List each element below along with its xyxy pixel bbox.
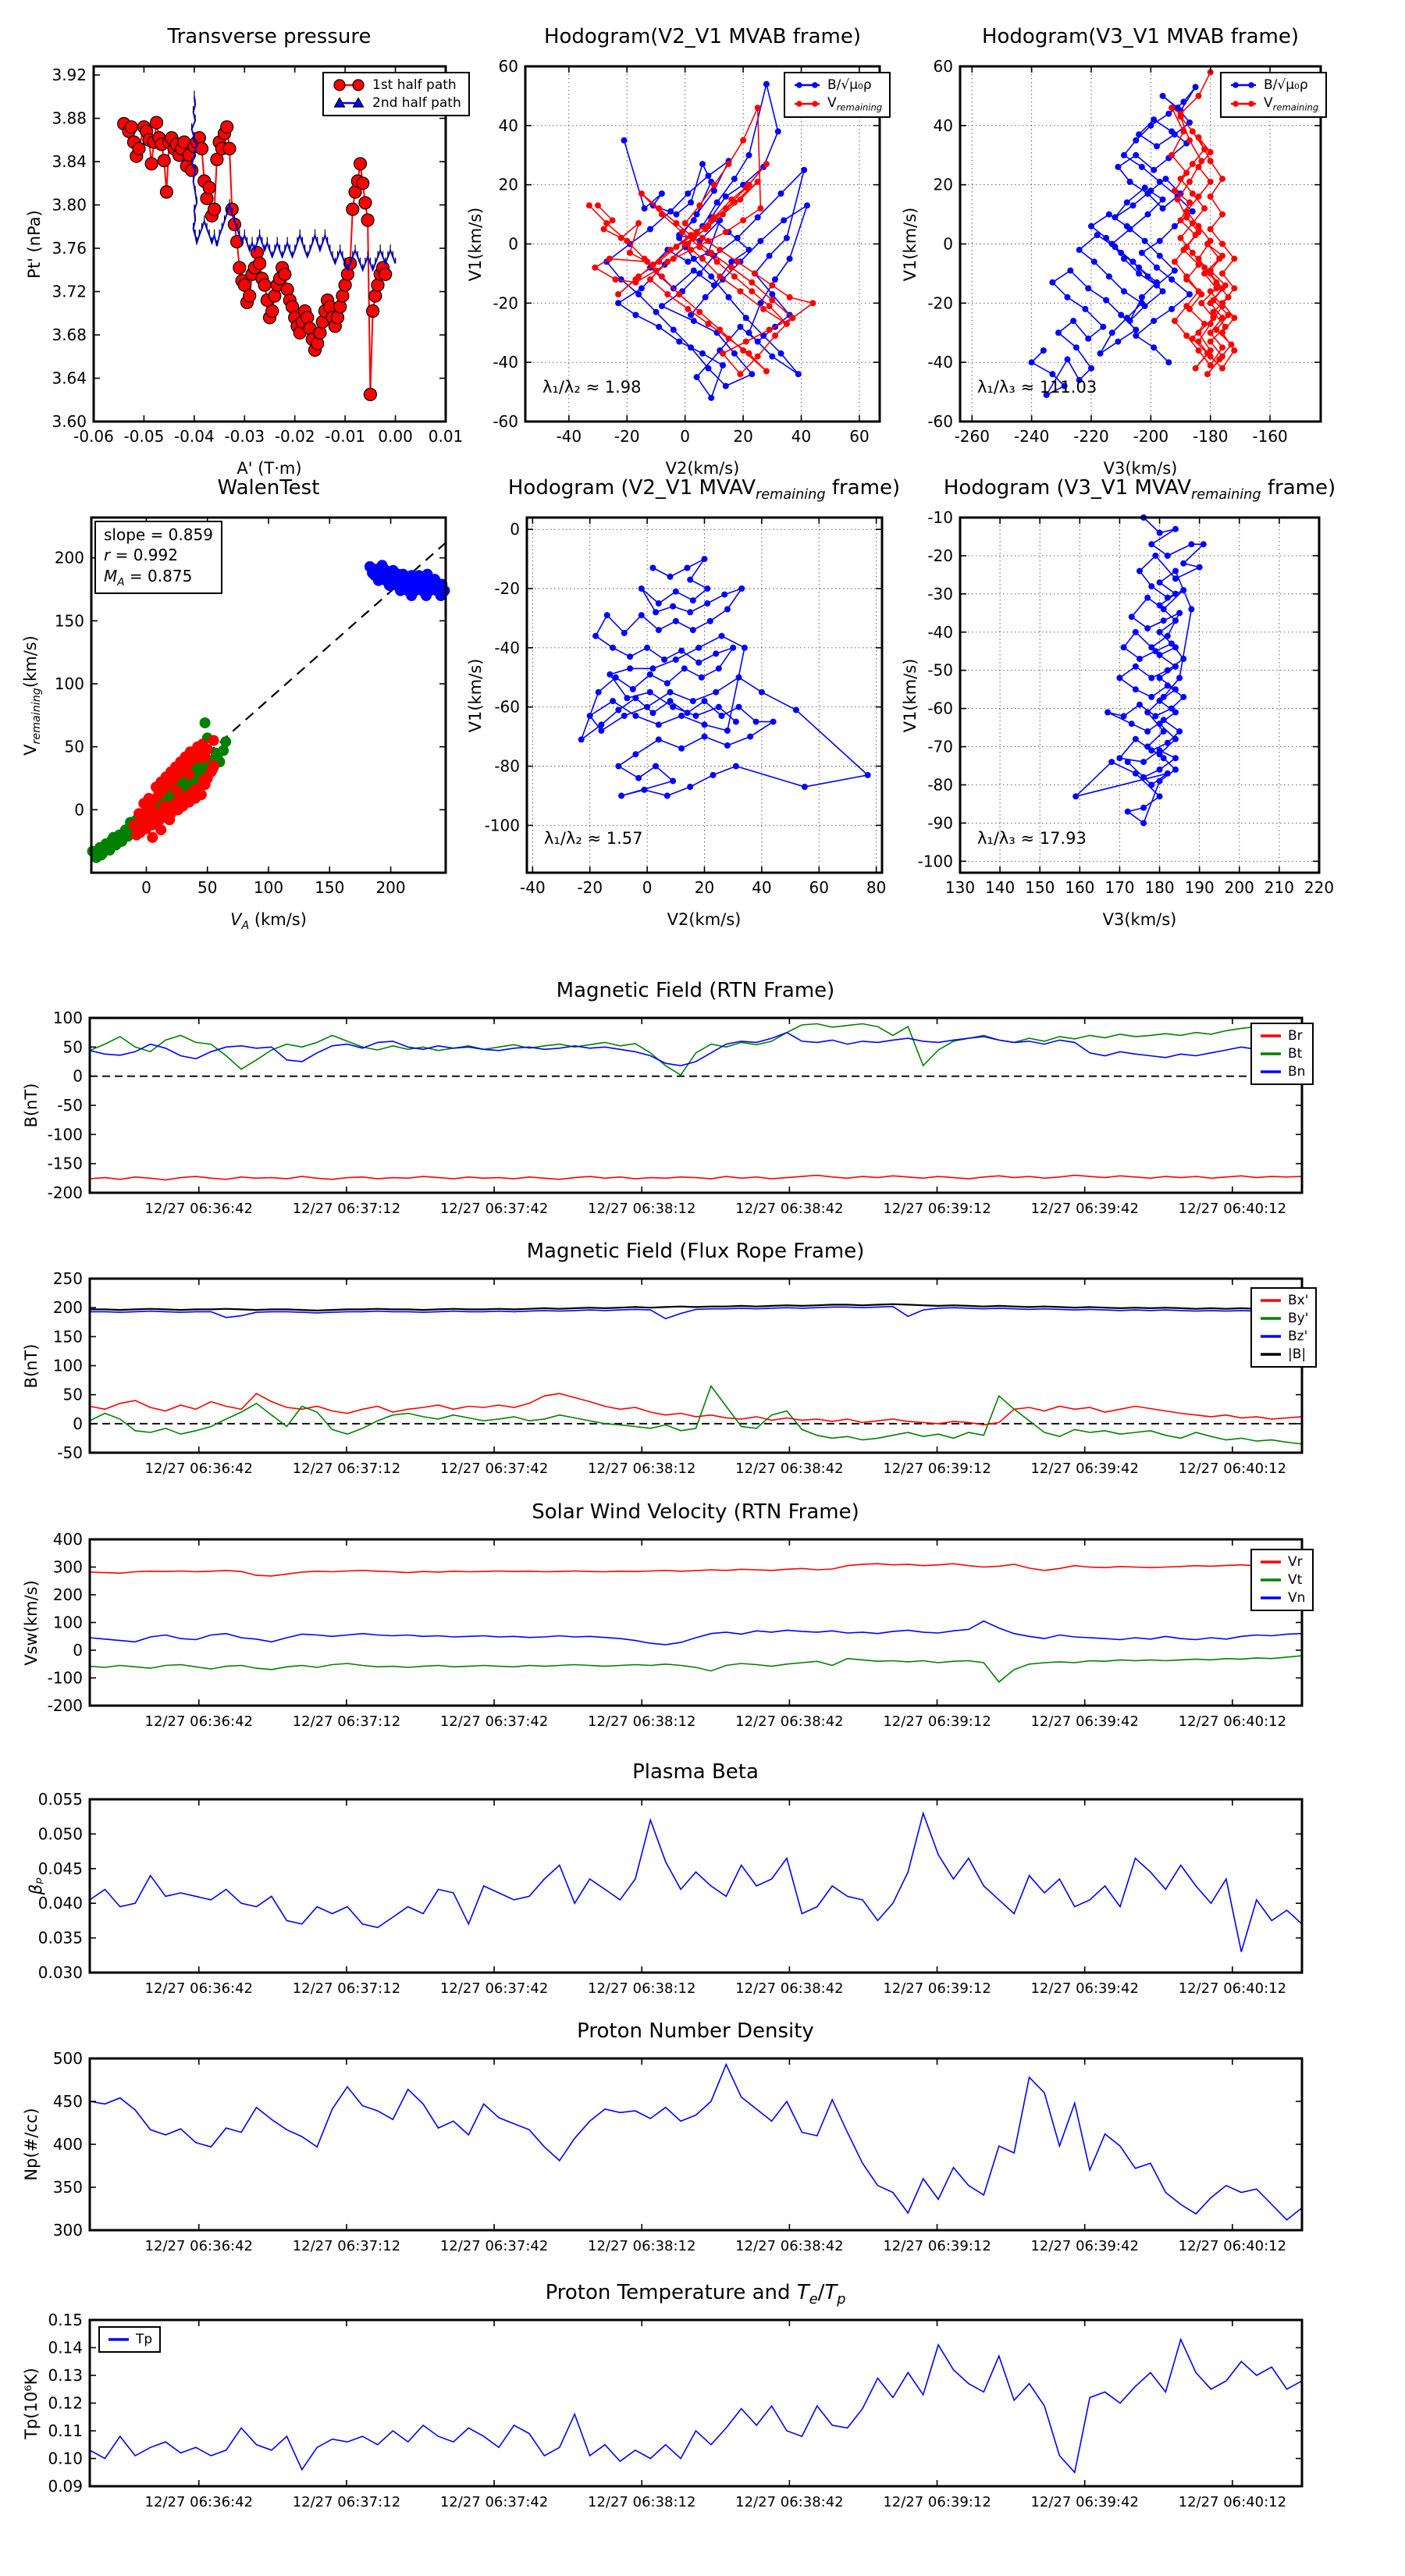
y-tick-label: 0 bbox=[510, 520, 520, 539]
x-tick-label: 12/27 06:36:42 bbox=[144, 1713, 253, 1730]
panel-title: Hodogram(V2_V1 MVAB frame) bbox=[543, 25, 862, 48]
x-tick-label: 12/27 06:37:42 bbox=[439, 1201, 549, 1217]
panel-title: Hodogram (V3_V1 $MVAV_{remaining}$ frame) bbox=[943, 476, 1336, 503]
y-tick-label: 0 bbox=[73, 1641, 83, 1660]
y-tick-label: 40 bbox=[933, 116, 953, 135]
x-tick-label: 12/27 06:37:12 bbox=[292, 1461, 401, 1477]
legend-label: B/√μ₀ρ bbox=[827, 77, 872, 93]
lambda-ratio-annotation: λ₁/λ₂ ≈ 1.57 bbox=[544, 829, 643, 848]
legend-item bbox=[1259, 1046, 1305, 1062]
legend bbox=[1250, 1549, 1314, 1611]
legend-line-swatch bbox=[107, 2335, 130, 2344]
y-tick-label: 0.09 bbox=[48, 2477, 83, 2496]
y-tick-label: 3.88 bbox=[52, 109, 87, 128]
x-tick-label: -0.02 bbox=[274, 427, 315, 446]
x-tick-label: 12/27 06:36:42 bbox=[144, 2494, 253, 2510]
y-tick-label: -60 bbox=[493, 412, 518, 431]
x-tick-label: 12/27 06:37:12 bbox=[292, 2494, 401, 2510]
y-tick-label: 0.12 bbox=[48, 2393, 83, 2413]
y-tick-label: 0.035 bbox=[37, 1928, 83, 1948]
legend-line-swatch bbox=[1259, 1350, 1282, 1359]
legend-dotline-swatch bbox=[1229, 80, 1258, 90]
y-tick-label: 250 bbox=[52, 1269, 83, 1288]
legend-item bbox=[107, 2332, 152, 2347]
y-tick-label: -90 bbox=[927, 813, 953, 833]
legend-item bbox=[1259, 1293, 1308, 1308]
x-tick-label: 12/27 06:39:12 bbox=[883, 1713, 991, 1730]
x-axis-label: V3(km/s) bbox=[1103, 459, 1178, 478]
legend-label: $V_{remaining}$ bbox=[1264, 95, 1319, 113]
x-tick-label: 12/27 06:37:42 bbox=[439, 1461, 549, 1477]
y-tick-label: 200 bbox=[52, 1298, 83, 1318]
x-tick-label: 12/27 06:39:42 bbox=[1030, 1461, 1139, 1477]
x-tick-label: 0 bbox=[680, 427, 691, 446]
legend-item bbox=[1259, 1572, 1305, 1588]
legend-label: Bx' bbox=[1288, 1293, 1309, 1308]
x-tick-label: 20 bbox=[694, 878, 715, 897]
legend-label: B/√μ₀ρ bbox=[1264, 77, 1308, 93]
legend bbox=[1250, 1287, 1317, 1368]
y-tick-label: 150 bbox=[52, 1327, 83, 1347]
x-tick-label: -160 bbox=[1252, 427, 1288, 446]
y-tick-label: -70 bbox=[927, 737, 953, 756]
x-tick-label: -0.01 bbox=[325, 427, 366, 446]
legend bbox=[1220, 72, 1327, 118]
y-tick-label: -20 bbox=[493, 294, 518, 313]
x-tick-label: 12/27 06:38:12 bbox=[588, 1713, 696, 1730]
x-tick-label: -0.04 bbox=[173, 427, 215, 446]
y-tick-label: 300 bbox=[52, 2221, 83, 2240]
y-tick-label: 0.040 bbox=[37, 1894, 83, 1913]
y-tick-label: -60 bbox=[927, 412, 953, 431]
y-tick-label: -10 bbox=[927, 508, 953, 527]
y-tick-label: 60 bbox=[498, 57, 518, 76]
x-tick-label: 12/27 06:39:42 bbox=[1030, 1980, 1139, 1997]
plot-area bbox=[52, 66, 464, 446]
y-tick-label: 0.030 bbox=[37, 1963, 83, 1982]
y-tick-label: 20 bbox=[933, 175, 953, 194]
y-tick-label: -30 bbox=[927, 584, 953, 603]
x-tick-label: 40 bbox=[791, 427, 812, 446]
y-tick-label: 0 bbox=[74, 800, 84, 820]
x-tick-label: 12/27 06:36:42 bbox=[144, 1461, 253, 1477]
x-tick-label: 40 bbox=[752, 878, 772, 897]
y-axis-label: B(nT) bbox=[22, 1083, 41, 1128]
legend-label: Vn bbox=[1288, 1590, 1306, 1606]
plot-area bbox=[493, 57, 883, 446]
y-axis-label: Tp(10⁶K) bbox=[22, 2367, 41, 2439]
x-tick-label: -0.03 bbox=[224, 427, 265, 446]
x-tick-label: -20 bbox=[614, 427, 640, 446]
panel-title: Magnetic Field (RTN Frame) bbox=[556, 979, 835, 1002]
legend-line-swatch bbox=[1259, 1296, 1282, 1305]
y-tick-label: 3.72 bbox=[52, 282, 87, 301]
y-tick-label: -50 bbox=[57, 1443, 83, 1462]
x-tick-label: -200 bbox=[1133, 427, 1169, 446]
y-tick-label: -20 bbox=[494, 579, 520, 598]
x-tick-label: 12/27 06:39:12 bbox=[883, 2238, 991, 2254]
x-tick-label: 100 bbox=[253, 878, 284, 897]
legend-dotline-swatch bbox=[792, 99, 822, 109]
y-tick-label: 200 bbox=[52, 1585, 83, 1604]
y-tick-label: -200 bbox=[47, 1696, 83, 1715]
legend-line-swatch bbox=[1259, 1031, 1282, 1041]
x-tick-label: 0.01 bbox=[428, 427, 464, 446]
walen-stat-line: $M_A = 0.875$ bbox=[104, 566, 193, 589]
x-tick-label: 12/27 06:37:12 bbox=[292, 2238, 401, 2254]
y-tick-label: 0.15 bbox=[48, 2311, 83, 2329]
panel-title: Solar Wind Velocity (RTN Frame) bbox=[532, 1500, 859, 1524]
y-tick-label: -100 bbox=[917, 852, 953, 871]
x-tick-label: 12/27 06:38:12 bbox=[588, 1201, 696, 1217]
x-tick-label: 0 bbox=[642, 878, 653, 897]
legend-circle-swatch bbox=[331, 79, 367, 91]
legend-label: Vt bbox=[1288, 1572, 1303, 1588]
legend-item bbox=[792, 95, 882, 112]
y-tick-label: 3.60 bbox=[52, 412, 87, 431]
x-tick-label: 0 bbox=[141, 878, 151, 897]
x-tick-label: 12/27 06:40:12 bbox=[1178, 1980, 1287, 1997]
x-tick-label: 12/27 06:38:12 bbox=[588, 2238, 696, 2254]
x-tick-label: 150 bbox=[1025, 878, 1055, 897]
x-tick-label: -0.05 bbox=[123, 427, 165, 446]
y-tick-label: 50 bbox=[62, 1037, 83, 1057]
x-tick-label: 60 bbox=[809, 878, 830, 897]
panel-title: Plasma Beta bbox=[632, 1760, 759, 1784]
legend-line-swatch bbox=[1259, 1314, 1282, 1323]
y-tick-label: 0 bbox=[73, 1414, 83, 1433]
y-axis-label: Vsw(km/s) bbox=[22, 1579, 41, 1666]
x-tick-label: 12/27 06:40:12 bbox=[1178, 1461, 1287, 1477]
legend-label: 2nd half path bbox=[372, 95, 461, 111]
y-tick-label: 500 bbox=[52, 2049, 83, 2068]
y-tick-label: -50 bbox=[57, 1096, 83, 1115]
x-tick-label: 12/27 06:37:42 bbox=[439, 2494, 549, 2510]
x-tick-label: -220 bbox=[1073, 427, 1109, 446]
y-tick-label: 400 bbox=[52, 2135, 83, 2154]
y-tick-label: -40 bbox=[494, 638, 520, 657]
x-tick-label: 12/27 06:38:12 bbox=[588, 2494, 696, 2510]
plot-area bbox=[484, 518, 887, 897]
x-tick-label: 12/27 06:40:12 bbox=[1178, 2494, 1287, 2510]
x-tick-label: 12/27 06:37:42 bbox=[439, 2238, 549, 2254]
panel-title: Hodogram(V3_V1 MVAB frame) bbox=[981, 25, 1300, 48]
y-tick-label: -80 bbox=[927, 775, 953, 795]
y-tick-label: 3.64 bbox=[52, 368, 87, 388]
walen-stats-box bbox=[94, 521, 222, 594]
x-tick-label: 12/27 06:40:12 bbox=[1178, 2238, 1287, 2254]
x-tick-label: 12/27 06:39:42 bbox=[1030, 1201, 1139, 1217]
legend-label: Bn bbox=[1288, 1064, 1306, 1080]
y-tick-label: 0.11 bbox=[48, 2421, 83, 2440]
x-tick-label: -180 bbox=[1193, 427, 1229, 446]
plot-area bbox=[927, 57, 1321, 446]
x-tick-label: 12/27 06:38:42 bbox=[735, 1201, 844, 1217]
x-tick-label: -20 bbox=[577, 878, 603, 897]
y-tick-label: 60 bbox=[933, 57, 953, 76]
y-tick-label: 3.80 bbox=[52, 195, 87, 215]
legend-label: |B| bbox=[1288, 1347, 1307, 1362]
y-tick-label: 0.13 bbox=[48, 2366, 83, 2385]
y-tick-label: 50 bbox=[62, 1385, 83, 1404]
plot-area bbox=[917, 508, 1335, 897]
x-tick-label: 12/27 06:37:12 bbox=[292, 1713, 401, 1730]
x-tick-label: 160 bbox=[1065, 878, 1095, 897]
y-tick-label: 100 bbox=[52, 1356, 83, 1375]
legend-triangle-swatch bbox=[331, 97, 367, 109]
x-tick-label: 12/27 06:39:12 bbox=[883, 1201, 991, 1217]
x-tick-label: -240 bbox=[1013, 427, 1050, 446]
y-axis-label: V1(km/s) bbox=[901, 207, 919, 281]
x-tick-label: 80 bbox=[866, 878, 887, 897]
x-tick-label: 150 bbox=[315, 878, 345, 897]
y-tick-label: -100 bbox=[47, 1125, 83, 1144]
y-tick-label: 0.050 bbox=[37, 1824, 83, 1844]
y-tick-label: 50 bbox=[64, 737, 84, 756]
legend-line-swatch bbox=[1259, 1332, 1282, 1341]
legend bbox=[322, 72, 470, 116]
legend-item bbox=[331, 77, 461, 93]
plot-area bbox=[47, 1530, 1302, 1730]
x-tick-label: 20 bbox=[733, 427, 753, 446]
panel-title: Hodogram (V2_V1 $MVAV_{remaining}$ frame) bbox=[507, 476, 901, 503]
x-tick-label: 200 bbox=[1224, 878, 1254, 897]
y-tick-label: 0 bbox=[508, 234, 518, 254]
panel-title: Magnetic Field (Flux Rope Frame) bbox=[526, 1240, 865, 1263]
legend-item bbox=[792, 77, 882, 93]
legend-item bbox=[1259, 1064, 1305, 1080]
y-tick-label: 100 bbox=[54, 674, 84, 693]
x-tick-label: 12/27 06:38:42 bbox=[735, 1461, 844, 1477]
x-tick-label: 200 bbox=[375, 878, 406, 897]
y-tick-label: -200 bbox=[47, 1183, 83, 1202]
legend-item bbox=[331, 95, 461, 111]
panel-title: Transverse pressure bbox=[167, 25, 372, 48]
lambda-ratio-annotation: λ₁/λ₃ ≈ 17.93 bbox=[977, 829, 1087, 848]
legend-item bbox=[1229, 77, 1318, 93]
y-tick-label: -40 bbox=[927, 622, 953, 642]
x-tick-label: 12/27 06:39:12 bbox=[883, 1461, 991, 1477]
y-tick-label: -150 bbox=[47, 1154, 83, 1173]
legend-line-swatch bbox=[1259, 1067, 1282, 1076]
lambda-ratio-annotation: λ₁/λ₃ ≈ 111.03 bbox=[977, 378, 1097, 397]
walen-stat-line: slope = 0.859 bbox=[104, 525, 213, 544]
legend-label: $V_{remaining}$ bbox=[827, 95, 883, 113]
legend bbox=[98, 2326, 161, 2353]
y-tick-label: 0 bbox=[943, 234, 953, 254]
y-tick-label: -20 bbox=[927, 294, 953, 313]
y-tick-label: 350 bbox=[52, 2178, 83, 2197]
x-tick-label: 12/27 06:39:42 bbox=[1030, 1713, 1139, 1730]
y-tick-label: 450 bbox=[52, 2092, 83, 2111]
plot-area bbox=[37, 1790, 1302, 1997]
plot-area bbox=[48, 2311, 1302, 2510]
legend-item bbox=[1259, 1347, 1308, 1362]
x-tick-label: 12/27 06:39:42 bbox=[1030, 2238, 1139, 2254]
panel-title: Proton Number Density bbox=[577, 2019, 814, 2043]
x-axis-label: A' (T·m) bbox=[237, 459, 302, 478]
y-tick-label: 100 bbox=[52, 1613, 83, 1632]
y-axis-label: V1(km/s) bbox=[466, 658, 485, 732]
panel-title: Proton Temperature and $T_e/T_p$ bbox=[545, 2281, 846, 2308]
x-tick-label: -260 bbox=[954, 427, 990, 446]
x-tick-label: 12/27 06:38:42 bbox=[735, 2494, 844, 2510]
legend-label: 1st half path bbox=[372, 77, 457, 93]
x-tick-label: 210 bbox=[1264, 878, 1294, 897]
y-axis-label: βₚ bbox=[27, 1877, 45, 1895]
y-tick-label: 300 bbox=[52, 1557, 83, 1577]
y-tick-label: 150 bbox=[54, 611, 84, 631]
legend-line-swatch bbox=[1259, 1575, 1282, 1585]
y-tick-label: 100 bbox=[52, 1009, 83, 1027]
x-tick-label: 12/27 06:38:42 bbox=[735, 2238, 844, 2254]
legend-item bbox=[1259, 1329, 1308, 1344]
y-tick-label: 3.68 bbox=[52, 326, 87, 345]
x-tick-label: 130 bbox=[944, 878, 976, 897]
x-tick-label: 12/27 06:39:42 bbox=[1030, 2494, 1139, 2510]
plot-area bbox=[52, 1269, 1302, 1477]
x-axis-label: $V_A$ (km/s) bbox=[230, 910, 307, 933]
legend bbox=[784, 72, 891, 118]
x-tick-label: 180 bbox=[1144, 878, 1175, 897]
legend bbox=[1250, 1023, 1314, 1085]
x-tick-label: 12/27 06:36:42 bbox=[144, 1201, 253, 1217]
x-tick-label: 190 bbox=[1184, 878, 1215, 897]
y-tick-label: 0.045 bbox=[37, 1859, 83, 1878]
y-tick-label: 400 bbox=[52, 1530, 83, 1549]
legend-item bbox=[1229, 95, 1318, 112]
legend-dotline-swatch bbox=[1229, 99, 1258, 109]
legend-label: Vr bbox=[1288, 1554, 1303, 1570]
y-tick-label: 0.055 bbox=[37, 1790, 83, 1809]
y-tick-label: 40 bbox=[498, 116, 518, 135]
legend-item bbox=[1259, 1590, 1305, 1606]
y-tick-label: 0.10 bbox=[48, 2449, 83, 2468]
y-tick-label: -60 bbox=[494, 697, 520, 717]
y-axis-label: $V_{remaining}(km/s)$ bbox=[20, 635, 44, 756]
x-tick-label: 12/27 06:39:12 bbox=[883, 1980, 991, 1997]
x-tick-label: 12/27 06:37:12 bbox=[292, 1980, 401, 1997]
legend-label: Br bbox=[1288, 1028, 1303, 1044]
legend-label: Tp bbox=[136, 2332, 153, 2347]
x-tick-label: 12/27 06:40:12 bbox=[1178, 1713, 1287, 1730]
y-tick-label: 3.84 bbox=[52, 152, 87, 172]
y-tick-label: 20 bbox=[498, 175, 518, 194]
walen-stat-line: r = 0.992 bbox=[104, 546, 178, 565]
y-axis-label: V1(km/s) bbox=[466, 207, 485, 281]
legend-line-swatch bbox=[1259, 1049, 1282, 1059]
x-tick-label: 12/27 06:36:42 bbox=[144, 2238, 253, 2254]
y-tick-label: -100 bbox=[484, 816, 520, 835]
legend-label: By' bbox=[1288, 1311, 1309, 1326]
y-axis-label: Np(#/cc) bbox=[22, 2108, 41, 2181]
legend-label: Bt bbox=[1288, 1046, 1303, 1062]
y-tick-label: 3.76 bbox=[52, 239, 87, 258]
x-tick-label: 12/27 06:37:42 bbox=[439, 1980, 549, 1997]
y-tick-label: 3.92 bbox=[52, 66, 87, 85]
legend-item bbox=[1259, 1554, 1305, 1570]
x-axis-label: V2(km/s) bbox=[665, 459, 740, 478]
x-tick-label: 140 bbox=[985, 878, 1016, 897]
plot-area bbox=[52, 2049, 1302, 2254]
plot-area bbox=[47, 1009, 1302, 1217]
y-axis-label: V1(km/s) bbox=[901, 658, 919, 732]
y-tick-label: -20 bbox=[927, 546, 953, 565]
x-tick-label: 12/27 06:38:12 bbox=[588, 1980, 696, 1997]
x-tick-label: 220 bbox=[1304, 878, 1335, 897]
x-tick-label: 12/27 06:37:12 bbox=[292, 1201, 401, 1217]
x-tick-label: 12/27 06:38:42 bbox=[735, 1980, 844, 1997]
x-tick-label: 50 bbox=[197, 878, 218, 897]
y-axis-label: Pt' (nPa) bbox=[25, 209, 44, 279]
legend-item bbox=[1259, 1028, 1305, 1044]
x-axis-label: V2(km/s) bbox=[667, 910, 742, 929]
panel-title: WalenTest bbox=[217, 476, 320, 500]
x-tick-label: -40 bbox=[520, 878, 546, 897]
x-axis-label: V3(km/s) bbox=[1102, 910, 1177, 929]
x-tick-label: 60 bbox=[849, 427, 870, 446]
x-tick-label: -40 bbox=[556, 427, 582, 446]
x-tick-label: 12/27 06:38:12 bbox=[588, 1461, 696, 1477]
x-tick-label: 170 bbox=[1104, 878, 1135, 897]
x-tick-label: 12/27 06:39:12 bbox=[883, 2494, 991, 2510]
legend-item bbox=[1259, 1311, 1308, 1326]
x-tick-label: 12/27 06:38:42 bbox=[735, 1713, 844, 1730]
x-tick-label: 12/27 06:37:42 bbox=[439, 1713, 549, 1730]
y-tick-label: -50 bbox=[927, 660, 953, 680]
legend-label: Bz' bbox=[1288, 1329, 1308, 1344]
legend-dotline-swatch bbox=[792, 80, 822, 90]
y-tick-label: -80 bbox=[494, 756, 520, 776]
y-tick-label: -40 bbox=[493, 353, 518, 372]
legend-line-swatch bbox=[1259, 1593, 1282, 1603]
x-tick-label: 12/27 06:36:42 bbox=[144, 1980, 253, 1997]
y-axis-label: B(nT) bbox=[22, 1343, 41, 1388]
lambda-ratio-annotation: λ₁/λ₂ ≈ 1.98 bbox=[542, 378, 642, 397]
y-tick-label: -100 bbox=[47, 1668, 83, 1688]
x-tick-label: 12/27 06:40:12 bbox=[1178, 1201, 1287, 1217]
y-tick-label: -60 bbox=[927, 699, 953, 718]
y-tick-label: -40 bbox=[927, 353, 953, 372]
legend-line-swatch bbox=[1259, 1557, 1282, 1567]
y-tick-label: 0 bbox=[73, 1066, 83, 1086]
y-tick-label: 200 bbox=[54, 548, 84, 568]
x-tick-label: -0.06 bbox=[73, 427, 114, 446]
x-tick-label: 0.00 bbox=[378, 427, 413, 446]
y-tick-label: 0.14 bbox=[48, 2338, 83, 2357]
